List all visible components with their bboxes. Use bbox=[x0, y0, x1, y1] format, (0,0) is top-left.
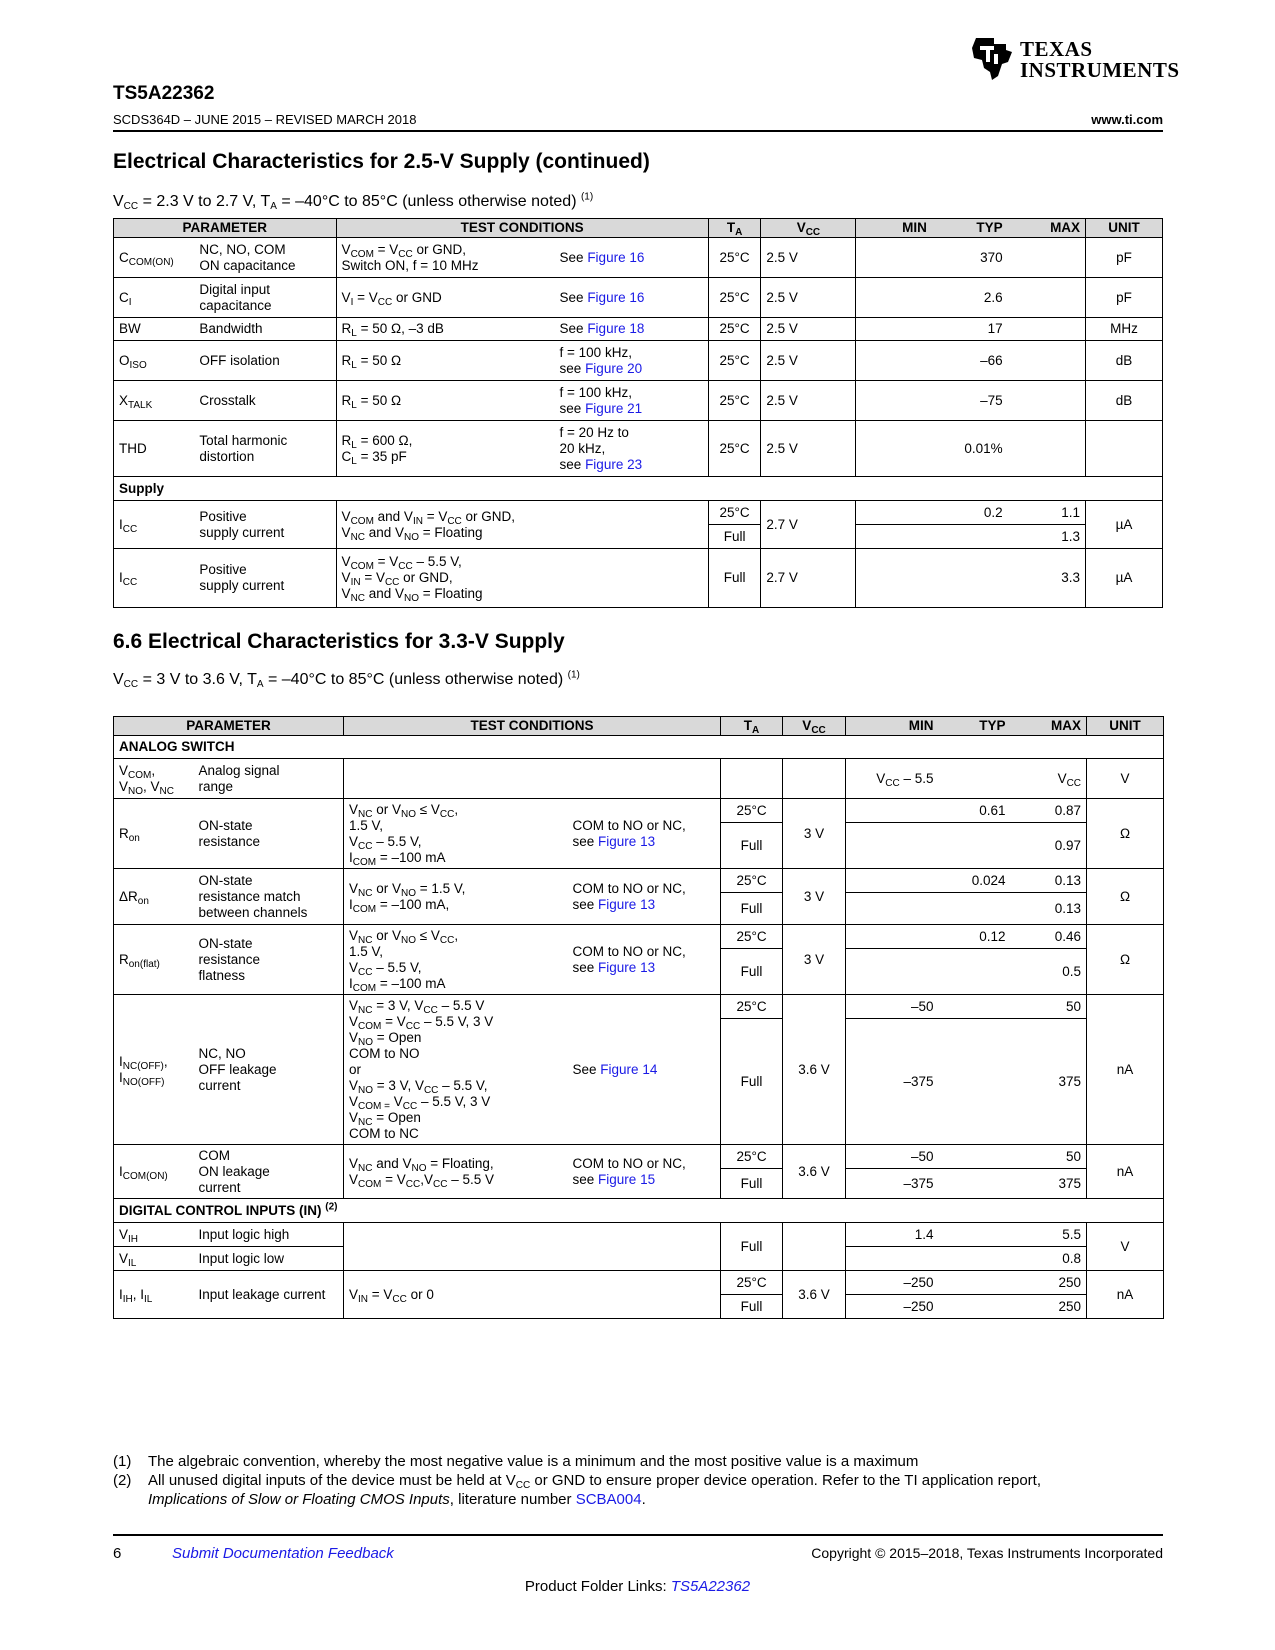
cond-text: V bbox=[113, 671, 124, 688]
ta-value: Full bbox=[721, 1169, 783, 1199]
table-3v3-supply bbox=[113, 716, 1164, 1319]
typ-value: 0.024 bbox=[939, 869, 1011, 893]
figure-ref: See Figure 16 bbox=[555, 238, 709, 278]
ti-emblem-icon bbox=[968, 36, 1014, 82]
unit-value: µA bbox=[1086, 549, 1163, 608]
unit-value bbox=[1086, 421, 1163, 477]
ta-value: 25°C bbox=[708, 421, 761, 477]
param-symbol: $V_{IL}$ bbox=[114, 1247, 194, 1271]
table-row bbox=[114, 381, 1163, 421]
param-symbol: $I_{IH}$, $I_{IL}$ bbox=[114, 1271, 194, 1319]
header-ta: $T_A$ bbox=[708, 219, 761, 238]
param-desc: ON-state resistance match between channels bbox=[194, 869, 344, 925]
vcc-value: 3 V bbox=[783, 799, 846, 869]
vcc-value: 2.5 V bbox=[761, 381, 856, 421]
ta-value: Full bbox=[721, 1223, 783, 1271]
vcc-value: 2.7 V bbox=[761, 549, 856, 608]
footer-rule bbox=[113, 1534, 1163, 1536]
page-number: 6 bbox=[113, 1545, 122, 1562]
table-row bbox=[114, 1223, 1164, 1247]
typ-value: 0.12 bbox=[939, 925, 1011, 949]
table-row bbox=[114, 759, 1164, 799]
submit-feedback-link[interactable]: Submit Documentation Feedback bbox=[172, 1545, 394, 1562]
unit-value: dB bbox=[1086, 341, 1163, 381]
param-symbol: $\Delta R_{on}$ bbox=[114, 869, 194, 925]
max-value: 3.3 bbox=[1008, 549, 1086, 608]
section-label: ANALOG SWITCH bbox=[114, 736, 1164, 759]
table-row bbox=[114, 341, 1163, 381]
vcc-value: 2.5 V bbox=[761, 421, 856, 477]
test-condition: $V_{COM} = V_{CC}$ or GND, Switch ON, f = 10 MHz bbox=[336, 238, 554, 278]
table-row bbox=[114, 995, 1164, 1019]
typ-value: 0.61 bbox=[939, 799, 1011, 823]
max-value: 0.13 bbox=[1011, 893, 1087, 925]
figure-ref: COM to NO or NC, see Figure 13 bbox=[568, 925, 721, 995]
table-row bbox=[114, 869, 1164, 893]
figure-ref: See Figure 18 bbox=[555, 318, 709, 341]
header-test-conditions: TEST CONDITIONS bbox=[344, 717, 721, 736]
param-symbol: $I_{COM(ON)}$ bbox=[114, 1145, 194, 1199]
footnote-text: or GND to ensure proper device operation. Refer to the TI application report, bbox=[530, 1472, 1042, 1489]
ta-value: 25°C bbox=[721, 925, 783, 949]
max-value: 1.1 bbox=[1008, 501, 1086, 525]
header-unit: UNIT bbox=[1087, 717, 1164, 736]
table-row bbox=[114, 501, 1163, 525]
ta-value: 25°C bbox=[708, 381, 761, 421]
typ-value: 370 bbox=[932, 238, 1008, 278]
max-value: 50 bbox=[1011, 1145, 1087, 1169]
table-2v5-supply bbox=[113, 218, 1163, 608]
cond-text: = –40°C to 85°C (unless otherwise noted) bbox=[263, 671, 568, 688]
figure-link[interactable]: Figure 21 bbox=[585, 400, 643, 416]
param-symbol: THD bbox=[114, 421, 195, 477]
param-symbol: $X_{TALK}$ bbox=[114, 381, 195, 421]
footnote-number: (2) bbox=[113, 1472, 132, 1489]
vcc-value: 2.5 V bbox=[761, 341, 856, 381]
ta-value: Full bbox=[708, 549, 761, 608]
table-row bbox=[114, 1271, 1164, 1295]
figure-link[interactable]: Figure 15 bbox=[598, 1171, 656, 1187]
test-condition: $R_L = 50$ Ω bbox=[336, 341, 554, 381]
param-desc: ON-state resistance bbox=[194, 799, 344, 869]
figure-link[interactable]: Figure 13 bbox=[598, 833, 656, 849]
ti-wordmark bbox=[1020, 39, 1180, 81]
unit-value: V bbox=[1087, 759, 1164, 799]
ta-value: 25°C bbox=[721, 1271, 783, 1295]
vcc-value: 2.7 V bbox=[761, 501, 856, 549]
max-value: 0.46 bbox=[1011, 925, 1087, 949]
figure-link[interactable]: Figure 16 bbox=[587, 289, 645, 305]
vcc-value: 3.6 V bbox=[783, 995, 846, 1145]
ta-value: 25°C bbox=[708, 238, 761, 278]
section2-conditions bbox=[113, 671, 580, 689]
logo-line-1: TEXAS bbox=[1020, 37, 1093, 61]
test-condition: $V_{NC}$ and $V_{NO}$ = Floating, $V_{COM} = V_{CC},V_{CC} - 5.5$ V bbox=[344, 1145, 568, 1199]
max-value: 375 bbox=[1011, 1169, 1087, 1199]
table-header-row bbox=[114, 219, 1163, 238]
figure-ref: f = 100 kHz, see Figure 20 bbox=[555, 341, 709, 381]
unit-value: pF bbox=[1086, 278, 1163, 318]
typ-value: –66 bbox=[932, 341, 1008, 381]
copyright: Copyright © 2015–2018, Texas Instruments Incorporated bbox=[811, 1545, 1163, 1561]
ti-logo bbox=[968, 36, 1180, 84]
cond-text: V bbox=[113, 193, 124, 210]
min-value: $V_{CC} - 5.5$ bbox=[846, 759, 939, 799]
param-desc: NC, NO, COM ON capacitance bbox=[194, 238, 336, 278]
vcc-value: 3.6 V bbox=[783, 1145, 846, 1199]
ta-value: Full bbox=[721, 1019, 783, 1145]
unit-value: Ω bbox=[1087, 869, 1164, 925]
param-desc: Bandwidth bbox=[194, 318, 336, 341]
section-label: Supply bbox=[114, 477, 1163, 501]
ta-value: 25°C bbox=[708, 278, 761, 318]
figure-link[interactable]: Figure 13 bbox=[598, 959, 656, 975]
min-value: 1.4 bbox=[846, 1223, 939, 1247]
table-row bbox=[114, 278, 1163, 318]
header-unit: UNIT bbox=[1086, 219, 1163, 238]
header-typ: TYP bbox=[939, 717, 1011, 736]
header-typ: TYP bbox=[932, 219, 1008, 238]
figure-link[interactable]: Figure 16 bbox=[587, 249, 645, 265]
cond-text: = –40°C to 85°C (unless otherwise noted) bbox=[276, 193, 581, 210]
cond-text: = 3 V to 3.6 V, T bbox=[138, 671, 257, 688]
figure-link[interactable]: Figure 13 bbox=[598, 896, 656, 912]
unit-value: nA bbox=[1087, 1271, 1164, 1319]
param-symbol: $I_{NC(OFF)}$, $I_{NO(OFF)}$ bbox=[114, 995, 194, 1145]
footnote-ref: (1) bbox=[567, 669, 580, 681]
vcc-value: 2.5 V bbox=[761, 238, 856, 278]
footnote-2: (2) All unused digital inputs of the device must be held at $V_{CC}$ or GND to ensure proper device operation. Refer to the TI application report, Implications of Slow or Floating CMOS Inputs, literature number SCBA004. bbox=[113, 1472, 1042, 1508]
typ-value: 2.6 bbox=[932, 278, 1008, 318]
table-row bbox=[114, 549, 1163, 608]
unit-value: nA bbox=[1087, 1145, 1164, 1199]
footnote-text: , literature number bbox=[449, 1491, 576, 1508]
header-ta: $T_A$ bbox=[721, 717, 783, 736]
param-desc: OFF isolation bbox=[194, 341, 336, 381]
product-links-label: Product Folder Links: bbox=[524, 1578, 671, 1595]
unit-value: Ω bbox=[1087, 925, 1164, 995]
max-value: 50 bbox=[1011, 995, 1087, 1019]
figure-ref: f = 100 kHz, see Figure 21 bbox=[555, 381, 709, 421]
section-row-supply bbox=[114, 477, 1163, 501]
cond-sub: A bbox=[270, 201, 277, 212]
unit-value: MHz bbox=[1086, 318, 1163, 341]
figure-link[interactable]: Figure 23 bbox=[585, 456, 643, 472]
vcc-value: 3.6 V bbox=[783, 1271, 846, 1319]
max-value: 375 bbox=[1011, 1019, 1087, 1145]
figure-ref: See Figure 16 bbox=[555, 278, 709, 318]
max-value: 0.8 bbox=[1011, 1247, 1087, 1271]
section-label: DIGITAL CONTROL INPUTS (IN) $^{(2)}$ bbox=[114, 1199, 1164, 1223]
min-value: –50 bbox=[846, 1145, 939, 1169]
param-symbol: $V_{COM}$, $V_{NO}$, $V_{NC}$ bbox=[114, 759, 194, 799]
param-symbol: $R_{on}$ bbox=[114, 799, 194, 869]
cond-sub: CC bbox=[123, 201, 139, 212]
website-link[interactable]: www.ti.com bbox=[1091, 112, 1163, 127]
header-vcc: $V_{CC}$ bbox=[761, 219, 856, 238]
header-min: MIN bbox=[846, 717, 939, 736]
unit-value: Ω bbox=[1087, 799, 1164, 869]
figure-ref: COM to NO or NC, see Figure 15 bbox=[568, 1145, 721, 1199]
doc-revision: SCDS364D – JUNE 2015 – REVISED MARCH 2018 bbox=[113, 112, 417, 127]
param-symbol: $C_{COM(ON)}$ bbox=[114, 238, 195, 278]
ta-value: 25°C bbox=[721, 1145, 783, 1169]
param-symbol: $I_{CC}$ bbox=[114, 501, 195, 549]
footnote-number: (1) bbox=[113, 1453, 132, 1470]
table-row bbox=[114, 799, 1164, 823]
ta-value: 25°C bbox=[721, 995, 783, 1019]
typ-value: –75 bbox=[932, 381, 1008, 421]
test-condition: $V_{COM} = V_{CC} - 5.5$ V, $V_{IN} = V_{CC}$ or GND, $V_{NC}$ and $V_{NO}$ = Floating bbox=[336, 549, 708, 608]
vcc-value: 2.5 V bbox=[761, 278, 856, 318]
test-condition: $V_{COM}$ and $V_{IN} = V_{CC}$ or GND, $V_{NC}$ and $V_{NO}$ = Floating bbox=[336, 501, 708, 549]
typ-value: 17 bbox=[932, 318, 1008, 341]
test-condition: $R_L = 600$ Ω, $C_L = 35$ pF bbox=[336, 421, 554, 477]
header-parameter: PARAMETER bbox=[114, 219, 337, 238]
param-symbol: $C_I$ bbox=[114, 278, 195, 318]
header-max: MAX bbox=[1008, 219, 1086, 238]
cond-text: = 2.3 V to 2.7 V, T bbox=[138, 193, 271, 210]
test-condition: $V_{NC}$ or $V_{NO} \le V_{CC}$, 1.5 V, $V_{CC} - 5.5$ V, $I_{COM} = -100$ mA bbox=[344, 799, 568, 869]
param-desc: NC, NO OFF leakage current bbox=[194, 995, 344, 1145]
unit-value: nA bbox=[1087, 995, 1164, 1145]
cond-sub: CC bbox=[123, 679, 139, 690]
footnote-text: All unused digital inputs of the device must be held at V bbox=[148, 1472, 516, 1489]
test-condition: $R_L = 50$ Ω bbox=[336, 381, 554, 421]
product-folder-links bbox=[0, 1578, 1275, 1595]
table-row bbox=[114, 421, 1163, 477]
ta-value: Full bbox=[708, 525, 761, 549]
min-value: –375 bbox=[846, 1169, 939, 1199]
footnote-ref: (1) bbox=[580, 191, 594, 203]
figure-link[interactable]: Figure 14 bbox=[600, 1061, 658, 1077]
test-condition: $R_L = 50$ Ω, –3 dB bbox=[336, 318, 554, 341]
ta-value: 25°C bbox=[708, 318, 761, 341]
section-title-3v3: 6.6 Electrical Characteristics for 3.3-V Supply bbox=[113, 630, 565, 653]
param-desc: Positive supply current bbox=[194, 549, 336, 608]
vcc-value: 3 V bbox=[783, 869, 846, 925]
header-max: MAX bbox=[1011, 717, 1087, 736]
param-symbol: $V_{IH}$ bbox=[114, 1223, 194, 1247]
param-desc: ON-state resistance flatness bbox=[194, 925, 344, 995]
test-condition: $V_{NC}$ or $V_{NO} = 1.5$ V, $I_{COM} = -100$ mA, bbox=[344, 869, 568, 925]
section-row-digital-inputs bbox=[114, 1199, 1164, 1223]
typ-value: 0.2 bbox=[932, 501, 1008, 525]
test-condition: $V_{NC} = 3$ V, $V_{CC} - 5.5$ V $V_{COM} = V_{CC} - 5.5$ V, 3 V $V_{NO}$ = Open COM to NO or $V_{NO} = 3$ V, $V_{CC} - 5.5$ V, $V_{COM =}$ $V_{CC} - 5.5$ V, 3 V $V_{NC}$ = Open COM to NC bbox=[344, 995, 568, 1145]
min-value: –250 bbox=[846, 1295, 939, 1319]
param-symbol: BW bbox=[114, 318, 195, 341]
param-desc: COM ON leakage current bbox=[194, 1145, 344, 1199]
table-row bbox=[114, 925, 1164, 949]
header-parameter: PARAMETER bbox=[114, 717, 344, 736]
ta-value: Full bbox=[721, 949, 783, 995]
section1-conditions bbox=[113, 193, 593, 211]
section-row-analog-switch bbox=[114, 736, 1164, 759]
part-number: TS5A22362 bbox=[113, 83, 215, 104]
table-header-row bbox=[114, 717, 1164, 736]
param-desc: Input leakage current bbox=[194, 1271, 344, 1319]
param-desc: Input logic low bbox=[194, 1247, 344, 1271]
max-value: 0.5 bbox=[1011, 949, 1087, 995]
header-rule bbox=[113, 130, 1163, 132]
param-desc: Total harmonic distortion bbox=[194, 421, 336, 477]
table-row bbox=[114, 238, 1163, 278]
unit-value: V bbox=[1087, 1223, 1164, 1271]
footnote-italic-title: Implications of Slow or Floating CMOS Inputs bbox=[148, 1491, 450, 1508]
test-condition: $V_{NC}$ or $V_{NO} \le V_{CC}$, 1.5 V, $V_{CC} - 5.5$ V, $I_{COM} = -100$ mA bbox=[344, 925, 568, 995]
ta-value: Full bbox=[721, 1295, 783, 1319]
figure-link[interactable]: Figure 20 bbox=[585, 360, 643, 376]
param-desc: Crosstalk bbox=[194, 381, 336, 421]
figure-link[interactable]: Figure 18 bbox=[587, 321, 645, 336]
max-value: 0.13 bbox=[1011, 869, 1087, 893]
param-symbol: $O_{ISO}$ bbox=[114, 341, 195, 381]
ta-value: Full bbox=[721, 823, 783, 869]
figure-ref: See Figure 14 bbox=[568, 995, 721, 1145]
unit-value: µA bbox=[1086, 501, 1163, 549]
table-row bbox=[114, 1145, 1164, 1169]
figure-ref: f = 20 Hz to 20 kHz, see Figure 23 bbox=[555, 421, 709, 477]
ta-value: 25°C bbox=[708, 341, 761, 381]
table-row bbox=[114, 318, 1163, 341]
vcc-value: 3 V bbox=[783, 925, 846, 995]
figure-ref: COM to NO or NC, see Figure 13 bbox=[568, 799, 721, 869]
section-title-2v5-continued: Electrical Characteristics for 2.5-V Supply (continued) bbox=[113, 150, 650, 173]
max-value: 0.87 bbox=[1011, 799, 1087, 823]
ta-value: 25°C bbox=[721, 799, 783, 823]
max-value: 250 bbox=[1011, 1271, 1087, 1295]
product-link[interactable]: TS5A22362 bbox=[670, 1578, 751, 1595]
param-desc: Analog signal range bbox=[194, 759, 344, 799]
min-value: –50 bbox=[846, 995, 939, 1019]
vcc-value: 2.5 V bbox=[761, 318, 856, 341]
cond-sub: A bbox=[256, 679, 264, 690]
min-value: –375 bbox=[846, 1019, 939, 1145]
footnote-1 bbox=[113, 1452, 918, 1471]
footnote-ref: (2) bbox=[325, 1201, 338, 1212]
param-desc: Positive supply current bbox=[194, 501, 336, 549]
logo-line-2: INSTRUMENTS bbox=[1020, 58, 1180, 82]
test-condition: $V_I = V_{CC}$ or GND bbox=[336, 278, 554, 318]
ta-value: 25°C bbox=[708, 501, 761, 525]
header-min: MIN bbox=[856, 219, 932, 238]
typ-value: 0.01% bbox=[932, 421, 1008, 477]
param-desc: Input logic high bbox=[194, 1223, 344, 1247]
param-desc: Digital input capacitance bbox=[194, 278, 336, 318]
param-symbol: $I_{CC}$ bbox=[114, 549, 195, 608]
min-value: –250 bbox=[846, 1271, 939, 1295]
ta-value: 25°C bbox=[721, 869, 783, 893]
unit-value: pF bbox=[1086, 238, 1163, 278]
literature-link[interactable]: SCBA004 bbox=[575, 1491, 642, 1508]
param-symbol: $R_{on(flat)}$ bbox=[114, 925, 194, 995]
figure-ref: COM to NO or NC, see Figure 13 bbox=[568, 869, 721, 925]
ta-value: Full bbox=[721, 893, 783, 925]
max-value: 250 bbox=[1011, 1295, 1087, 1319]
max-value: 1.3 bbox=[1008, 525, 1086, 549]
max-value: 5.5 bbox=[1011, 1223, 1087, 1247]
header-test-conditions: TEST CONDITIONS bbox=[336, 219, 708, 238]
test-condition: $V_{IN} = V_{CC}$ or 0 bbox=[344, 1271, 721, 1319]
footnote-text: The algebraic convention, whereby the most negative value is a minimum and the most positive value is a maximum bbox=[148, 1453, 919, 1470]
unit-value: dB bbox=[1086, 381, 1163, 421]
max-value: $V_{CC}$ bbox=[1011, 759, 1087, 799]
max-value: 0.97 bbox=[1011, 823, 1087, 869]
header-vcc: $V_{CC}$ bbox=[783, 717, 846, 736]
